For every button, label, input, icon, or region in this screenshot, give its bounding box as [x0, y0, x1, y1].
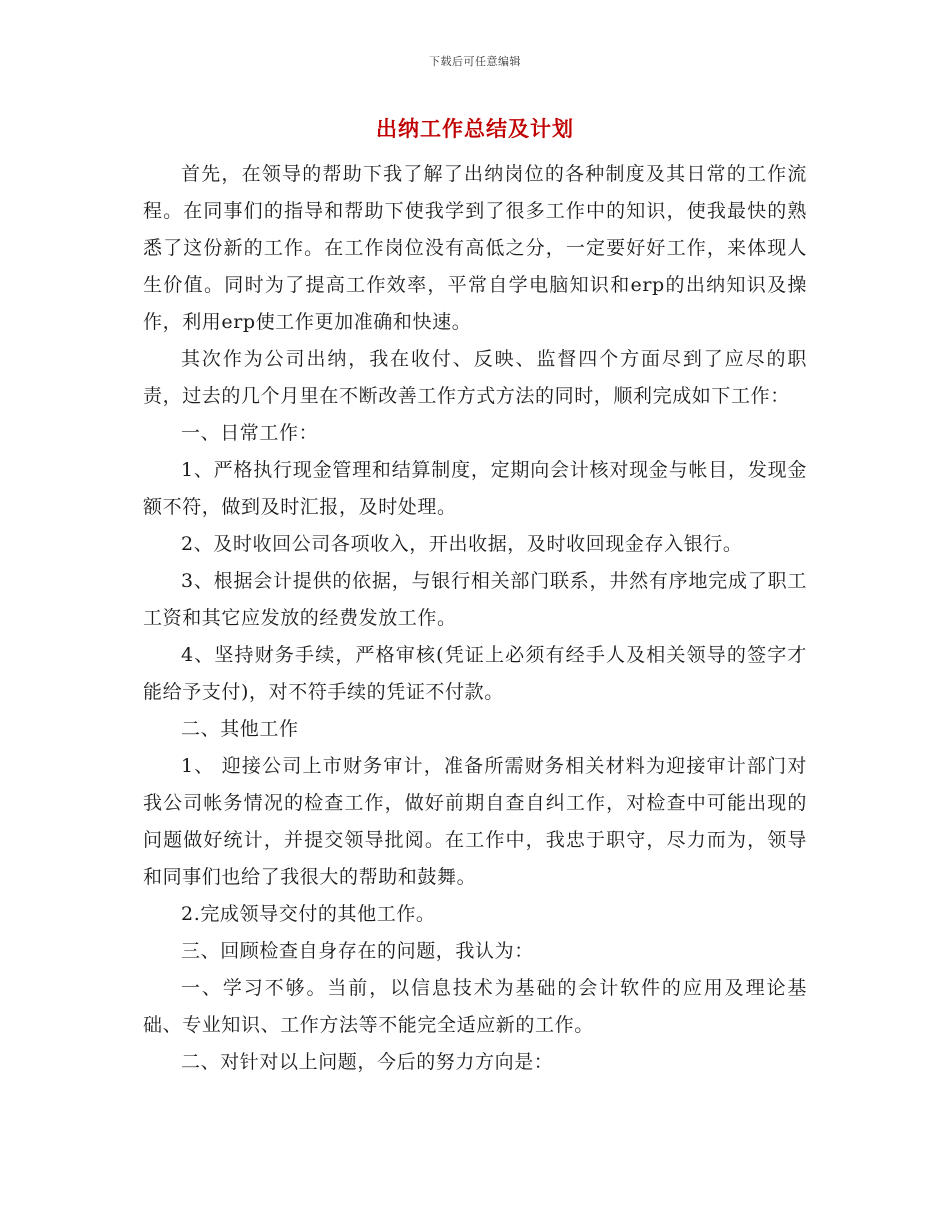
document-body	[143, 156, 807, 1081]
paragraph: 1、 迎接公司上市财务审计，准备所需财务相关材料为迎接审计部门对我公司帐务情况的检查工作，做好前期自查自纠工作，对检查中可能出现的问题做好统计，并提交领导批阅。在工作中，我忠于职守，尽力而为，领导和同事们也给了我很大的帮助和鼓舞。	[143, 755, 807, 888]
paragraph: 1、严格执行现金管理和结算制度，定期向会计核对现金与帐目，发现金额不符，做到及时汇报，及时处理。	[143, 459, 807, 518]
paragraph: 三、回顾检查自身存在的问题，我认为：	[181, 940, 534, 962]
paragraph: 其次作为公司出纳，我在收付、反映、监督四个方面尽到了应尽的职责，过去的几个月里在不断改善工作方式方法的同时，顺利完成如下工作：	[143, 348, 807, 407]
paragraph: 首先，在领导的帮助下我了解了出纳岗位的各种制度及其日常的工作流程。在同事们的指导和帮助下使我学到了很多工作中的知识，使我最快的熟悉了这份新的工作。在工作岗位没有高低之分，一定要好好工作，来体现人生价值。同时为了提高工作效率，平常自学电脑知识和erp的出纳知识及操作，利用erp使工作更加准确和快速。	[143, 163, 807, 333]
paragraph: 二、对针对以上问题，今后的努力方向是：	[181, 1051, 554, 1073]
paragraph: 4、坚持财务手续，严格审核(凭证上必须有经手人及相关领导的签字才能给予支付)，对不符手续的凭证不付款。	[143, 644, 807, 703]
header-note: 下载后可任意编辑	[429, 55, 521, 68]
paragraph: 一、学习不够。当前，以信息技术为基础的会计软件的应用及理论基础、专业知识、工作方法等不能完全适应新的工作。	[143, 977, 807, 1036]
paragraph: 2.完成领导交付的其他工作。	[181, 903, 436, 925]
paragraph: 一、日常工作：	[181, 422, 319, 444]
paragraph: 2、及时收回公司各项收入，开出收据，及时收回现金存入银行。	[181, 533, 743, 555]
document-title: 出纳工作总结及计划	[376, 117, 574, 141]
paragraph: 二、其他工作	[181, 718, 299, 740]
paragraph: 3、根据会计提供的依据，与银行相关部门联系，井然有序地完成了职工工资和其它应发放的经费发放工作。	[143, 570, 807, 629]
